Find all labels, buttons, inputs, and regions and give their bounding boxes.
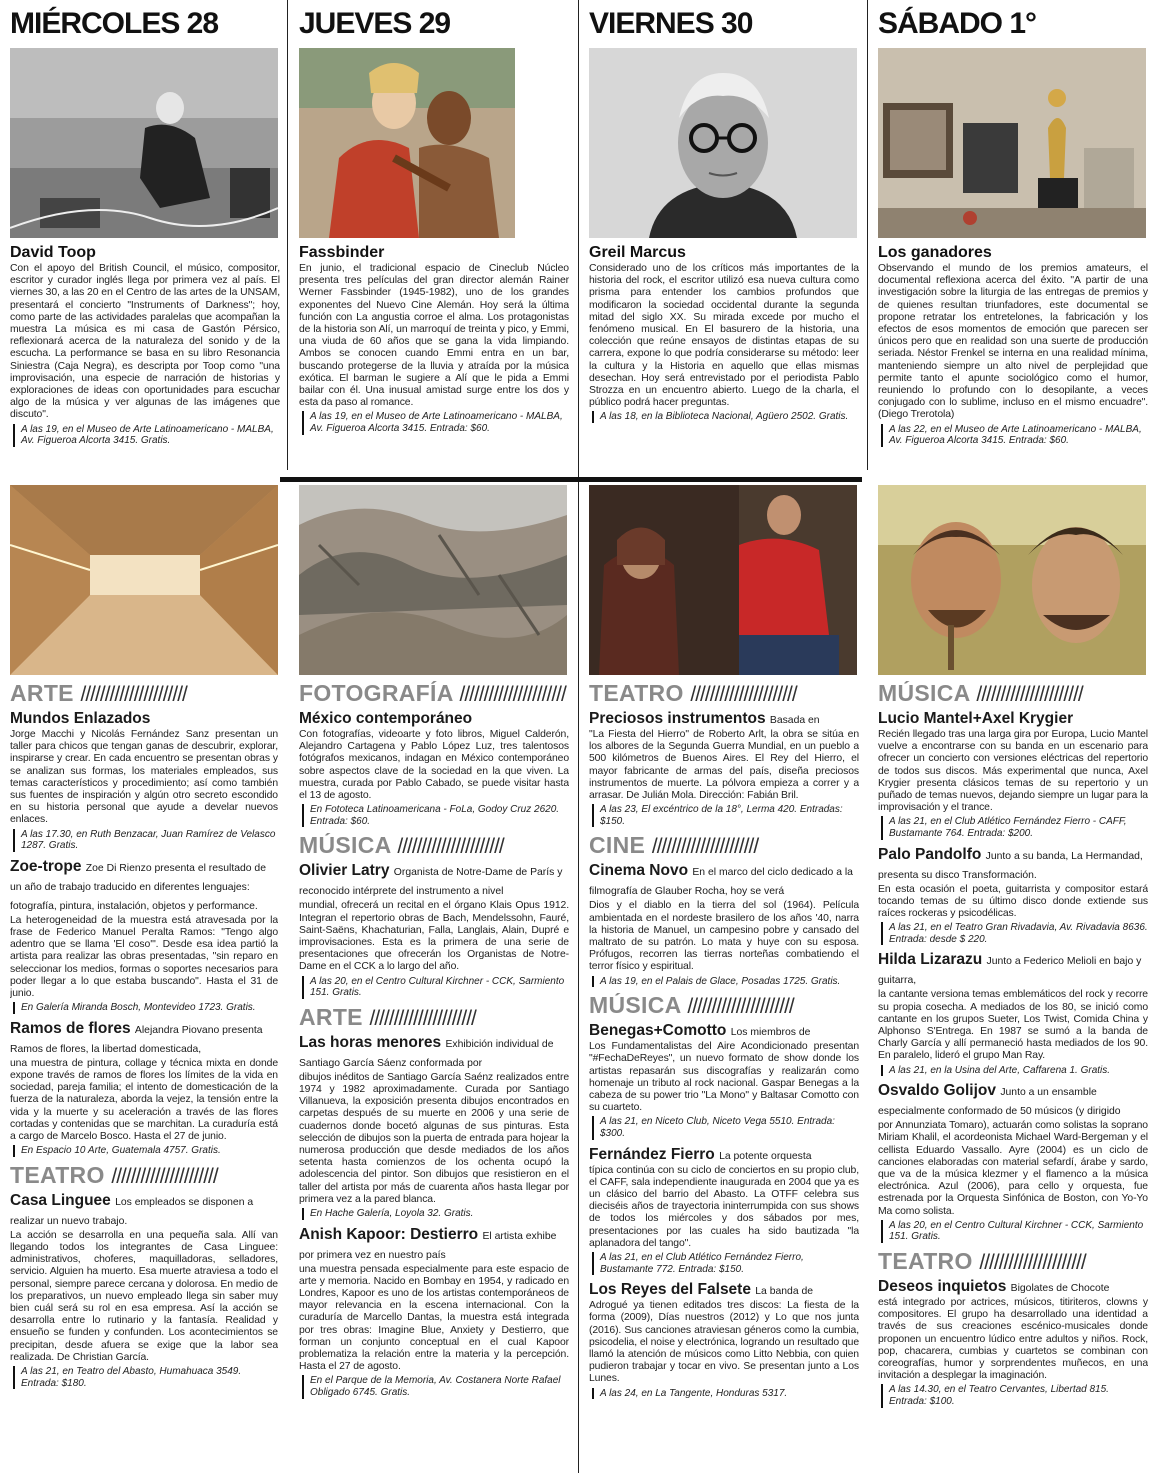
section-label: MÚSICA [589,993,681,1019]
section-heading [589,993,859,1019]
photo-preciosos-instrumentos [589,485,857,675]
event-info: A las 24, en La Tangente, Honduras 5317. [592,1388,859,1400]
event-name: Zoe-trope [10,857,82,875]
feature-info: A las 19, en el Museo de Arte Latinoamericano - MALBA, Av. Figueroa Alcorta 3415. Entrada: $60. [302,411,569,434]
event-info: A las 21, en Teatro del Abasto, Humahuaca 3549. Entrada: $180. [13,1366,278,1389]
event-info: A las 21, en Niceto Club, Niceto Vega 5510. Entrada: $300. [592,1116,859,1139]
event-lead: La banda de [755,1286,814,1298]
event-lead: Los miembros de [730,1027,811,1039]
event-item [878,1278,1148,1408]
event-title [878,1278,1148,1297]
section-label: TEATRO [10,1162,105,1188]
event-text: Los Fundamentalistas del Aire Acondicionado presentan "#FechaDeReyes", un nuevo formato de show donde los artistas repasarán sus discografías y realizarán como homenaje un tributo al rock nacional. Gaspar Benegas a la cabeza de su power trio "La Mono" y Baltasar Comotto con su cuarteto. [589,1041,859,1114]
feature-text: Considerado uno de los críticos más importantes de la historia del rock, el escritor utilizó esa nueva cultura como prisma para entender los cambios profundos que modificaron la sociedad occidental durante la segunda mitad del siglo XX. Su mirada excede por mucho el fenómeno musical. En El basurero de la historia, una colección que reúne ensayos de distintas etapas de su carrera, expone lo que podría considerarse su método: leer la cultura y la Historia en aquello que ellas mismas desechan. Hoy será entrevistado por el periodista Pablo Strozza en un encuentro abierto. Luego de la charla, el público podrá hacer preguntas. [589,263,859,409]
section-slashes: ////////////////////// [397,835,504,859]
feature-title: Fassbinder [299,244,385,261]
event-name: Olivier Latry [299,862,390,880]
event-item [878,710,1148,840]
event-title [10,858,278,915]
section-slashes: ////////////////////// [651,835,759,859]
section-heading [589,833,859,859]
event-info: A las 19, en el Palais de Glace, Posadas 1725. Gratis. [592,976,859,988]
event-name: Las horas menores [299,1033,442,1051]
section-heading [589,681,859,707]
event-name: Benegas+Comotto [589,1022,727,1040]
event-info: En Hache Galería, Loyola 32. Gratis. [302,1208,569,1220]
event-text: La acción se desarrolla en una pequeña sala. Allí van llegando todos los integrantes de Casa Linguee: administrativos, choferes, maquilladoras, selladores, servicio. Alguien ha muerto. Esa muerte atraviesa a todo el personal, siempre parece cercana y dolorosa. En medio de los preparativos, un nuevo empleado llega sin saber muy bien cuál será su rol en esa empresa. Así la acción se desarrolla entre lo rutinario y la fantasía. Realidad y ensueño se funden y confunden. Los acontecimientos se precipitan, desde afuera se exige que la labor sea realizada. De Christian García. [10,1229,278,1363]
event-name: México contemporáneo [299,710,473,727]
section-slashes: ////////////////////// [369,1006,476,1030]
event-lead: El artista exhibe por primera vez en nuestro país [299,1230,557,1261]
agenda-section [299,681,569,827]
event-title [878,951,1148,989]
day-heading: JUEVES 29 [299,7,451,40]
event-info: A las 21, en la Usina del Arte, Caffarena 1. Gratis. [881,1065,1148,1077]
section-slashes: ////////////////////// [690,683,797,706]
agenda-section [299,833,569,998]
section-slashes: ////////////////////// [459,683,566,706]
event-name: Lucio Mantel+Axel Krygier [878,710,1074,727]
event-info: A las 14.30, en el Teatro Cervantes, Libertad 815. Entrada: $100. [881,1384,1148,1407]
agenda-section [589,993,859,1399]
column-divider-1 [287,0,288,470]
event-title [589,1146,859,1165]
feature-title: Los ganadores [878,244,992,261]
agenda-column-1 [10,485,278,1470]
photo-los-ganadores [878,48,1146,238]
event-lead: Los empleados se disponen a realizar un nuevo trabajo. [10,1196,254,1227]
day-column-1 [10,6,280,471]
event-name: Ramos de flores [10,1019,131,1037]
section-label: MÚSICA [299,833,391,859]
event-title [10,1020,278,1058]
day-column-3 [589,6,859,471]
event-title [878,710,1148,729]
column-divider-2 [578,0,579,1473]
event-title [299,1226,569,1264]
event-lead: En el marco del ciclo dedicado a la filmografía de Glauber Rocha, hoy se verá [589,867,853,898]
event-title [10,710,278,729]
feature-info: A las 18, en la Biblioteca Nacional, Agüero 2502. Gratis. [592,411,859,423]
section-heading [10,681,278,707]
event-lead: Zoe Di Rienzo presenta el resultado de un año de trabajo traducido en diferentes lenguajes: fotografía, pintura, instalación, objetos y performance. [10,862,266,912]
event-lead: Alejandra Piovano presenta Ramos de flores, la libertad domesticada, [10,1024,263,1055]
event-text: está integrado por actrices, músicos, titiriteros, clowns y compositores. El grupo ha desarrollado una identidad a través de sus creaciones escénico-musicales donde proponen un encuentro lúdico entre adultos y niños. Rock, pop, chacarera, cumbias y cuartetos se combinan con coreografías, humor y sorprendentes muñecos, en una invitación a desplegar la imaginación. [878,1297,1148,1382]
agenda-section [10,681,278,1157]
event-title [299,710,569,729]
event-item [10,858,278,1014]
event-item [589,1281,859,1399]
section-label: MÚSICA [878,681,970,706]
section-slashes: ////////////////////// [976,683,1083,706]
event-item [589,862,859,987]
section-label: FOTOGRAFÍA [299,681,453,706]
event-text: la cantante versiona temas emblemáticos del rock y recorre su propia cosecha. A mediados de los 80, se inició como cantante en los grupos Sueter, Los Twist, Comida China y Alphonso S'Entrega. En 1987 se sumó a la banda de Charly García y allí permaneció hasta mediados de los 90. En paralelo, lideró el grupo Man Ray. [878,989,1148,1062]
feature-info: A las 19, en el Museo de Arte Latinoamericano - MALBA, Av. Figueroa Alcorta 3415. Gratis. [13,424,280,447]
event-text: "La Fiesta del Hierro" de Roberto Arlt, la obra se sitúa en los albores de la Segunda Guerra Mundial, en un pueblo a 500 kilómetros de Buenos Aires. El Rey del Hierro, el mayor fabricante de armas del país, diseña preciosos instrumentos de muerte. La pólvora empieza a correr y a arrasar. De Julián Mola. Dirección: Fabián Bril. [589,729,859,802]
event-title [589,862,859,900]
section-heading [878,681,1148,707]
event-text: dibujos inéditos de Santiago García Saénz realizados entre 1974 y 1982 aproximadamente. Curada por Santiago Villanueva, la exposición presenta dibujos encontrados en carpetas después de su muerte en 2006 y una serie de cuadernos donde bocetó algunas de sus pinturas. Esta selección de dibujos son la puerta de entrada para hojear la numerosa producción que desde mediados de los años setenta hasta comienzos de los ochenta ocupó la adolescencia del pintor. Son dibujos que resistieron en el taller del artista por más de cuarenta años hasta llegar por primera vez a la pared blanca. [299,1071,569,1205]
section-heading [299,681,569,707]
event-text: Dios y el diablo en la tierra del sol (1964). Película ambientada en el nordeste brasilero de los años '40, narra la historia de Manuel, un campesino pobre y cansado del maltrato de su patrón. Lo mata y huye con su esposa. Prófugos, recorren las tierras norteñas combatiendo el terror físico y espiritual. [589,900,859,973]
event-lead: Organista de Notre-Dame de París y reconocido intérprete del instrumento a nivel [299,867,563,898]
event-text: En esta ocasión el poeta, guitarrista y compositor estará tocando temas de su último disco donde extiende sus raíces rockeras y psicodélicas. [878,883,1148,920]
agenda-section [878,1249,1148,1408]
section-label: TEATRO [589,681,684,706]
event-info: A las 20, en el Centro Cultural Kirchner - CCK, Sarmiento 151. Gratis. [881,1220,1148,1243]
event-item [299,1034,569,1220]
section-label: ARTE [299,1004,363,1030]
event-info: A las 21, en el Club Atlético Fernández Fierro - CAFF, Bustamante 764. Entrada: $200. [881,816,1148,839]
agenda-column-3 [589,485,859,1470]
event-info: A las 21, en el Club Atlético Fernández Fierro, Bustamante 772. Entrada: $150. [592,1252,859,1275]
event-text: Adrogué ya tienen editados tres discos: La fiesta de la forma (2009), Días nuestros (2012) y Lo que nos junta (2016). Sus canciones atraviesan géneros como la cumbia, psicodelia, el noise y electrónica, logrando un resultado que llamó la atención de músicos como Litto Nebbia, con quien pudieron trabajar y tocar en vivo. Se presentan junto a Los Lunes. [589,1300,859,1385]
event-text: Recién llegado tras una larga gira por Europa, Lucio Mantel vuelve a encontrarse con su banda en un escenario para ofrecer un concierto con versiones eléctricas del repertorio de todos sus discos. Más experimental que nunca, Axel Krygier presenta clásicos temas de su repertorio y un puñado de temas nuevos, dejando siempre un lugar para la improvisación y el trance. [878,729,1148,814]
event-lead: La potente orquesta [719,1150,812,1162]
feature-title: Greil Marcus [589,244,686,261]
feature-text: Observando el mundo de los premios amateurs, el documental reflexiona acerca del éxito. "A partir de una investigación sobre la liturgia de las entregas de premios y de quienes resultan triunfadores, este documental se propone retratar los entretelones, la fabricación y los efectos de esos momentos de emoción que parecen ser únicos pero que en realidad son una suerte de producción seriada. Néstor Frenkel se interna en una realidad mínima, manteniendo siempre un alto nivel de perplejidad que permite tanto el apunte sociológico como el humor, reuniendo lo profundo con lo desopilante, a veces conjugado con lo sublime, incluso en el mismo encuadre". (Diego Trerotola) [878,263,1148,421]
agenda-column-content [878,681,1148,1408]
event-info: En Espacio 10 Arte, Guatemala 4757. Gratis. [13,1145,278,1157]
event-name: Mundos Enlazados [10,710,151,727]
agenda-section [589,681,859,827]
agenda-column-content [299,681,569,1399]
event-lead: Basada en [769,715,820,726]
event-lead: Exhibición individual de Santiago García Sáenz conformada por [299,1038,554,1069]
event-item [10,1020,278,1157]
agenda-column-content [589,681,859,1399]
event-name: Casa Linguee [10,1191,111,1209]
event-name: Preciosos instrumentos [589,710,766,727]
day-heading: MIÉRCOLES 28 [10,7,219,40]
event-title [589,710,859,729]
event-lead: Junto a un ensamble especialmente conformado de 50 músicos (y dirigido [878,1087,1121,1118]
event-item [10,1192,278,1389]
event-info: A las 21, en el Teatro Gran Rivadavia, Av. Rivadavia 8636. Entrada: desde $ 220. [881,922,1148,945]
photo-greil-marcus [589,48,857,238]
day-column-2 [299,6,569,471]
section-heading [878,1249,1148,1275]
photo-david-toop [10,48,278,238]
event-item [589,1022,859,1139]
feature-text: En junio, el tradicional espacio de Cineclub Núcleo presenta tres películas del gran director alemán Rainer Werner Fassbinder (1945-1982), uno de los grandes exponentes del Nuevo Cine Alemán. Hoy será la última función con La angustia corroe el alma. Los protagonistas de la historia son Alí, un marroquí de treinta y pico, y Emmi, una viuda de 60 años que se gana la vida limpiando. Ambos se conocen cuando Emmi entra en un bar, buscando protegerse de la lluvia y atraída por la música exótica. El barman le sugiere a Alí que le pida a Emmi bailar con él. Una inusual amistad surge entre los dos y esta da paso al romance. [299,263,569,409]
event-name: Anish Kapoor: Destierro [299,1225,479,1243]
photo-mantel-krygier [878,485,1146,675]
feature-title: David Toop [10,244,96,261]
event-title [878,846,1148,884]
event-info: En Fototeca Latinoamericana - FoLa, Godoy Cruz 2620. Entrada: $60. [302,804,569,827]
event-item [10,710,278,852]
event-name: Osvaldo Golijov [878,1082,996,1100]
section-divider [280,477,862,482]
event-item [589,710,859,827]
section-slashes: ////////////////////// [979,1251,1086,1275]
agenda-section [878,681,1148,1243]
event-title [299,1034,569,1072]
photo-mundos-enlazados [10,485,278,675]
photo-mexico-contemporaneo [299,485,567,675]
section-label: CINE [589,833,646,859]
event-item [299,862,569,998]
event-name: Los Reyes del Falsete [589,1281,751,1299]
event-text: Jorge Macchi y Nicolás Fernández Sanz presentan un taller para chicos que tengan ganas de descubrir, explorar, inspirarse y crear. En cada encuentro se presentan obras y se analizan sus formas, los materiales empleados, sus temas característicos y procedimiento; así como también sus fuentes de inspiración y algún otro secreto escondido en su historia personal que ayude a develar nuevos enlaces. [10,729,278,826]
column-divider-3 [867,0,868,470]
event-title [10,1192,278,1230]
event-text: por Annunziata Tomaro), actuarán como solistas la soprano Miriam Khalil, el acordeonista Michael Ward-Bergeman y el cellista Eduardo Vassallo. Ayre (2004) es un ciclo de canciones elaboradas con material sefardí, árabe y sardo, que va de la música klezmer y el flamenco a la música electrónica. Azul (2006), para cello y orquesta, fue estrenada por la Orquesta Sinfónica de Boston, con Yo-Yo Ma como solista. [878,1120,1148,1217]
section-slashes: ////////////////////// [111,1164,218,1188]
event-title [299,862,569,900]
feature-info: A las 22, en el Museo de Arte Latinoamericano - MALBA, Av. Figueroa Alcorta 3415. Entrada: $60. [881,424,1148,447]
agenda-column-2 [299,485,569,1470]
event-item [299,710,569,827]
agenda-column-4 [878,485,1148,1470]
event-item [878,951,1148,1076]
event-info: En el Parque de la Memoria, Av. Costanera Norte Rafael Obligado 6745. Gratis. [302,1375,569,1398]
event-text: típica continúa con su ciclo de conciertos en su propio club, el CAFF, sala independiente inaugurada en 2004 que ya es un clásico del barrio del Abasto. La OTFF celebra sus dieciséis años de trayectoria ininterrumpida con sus shows de todos los miércoles y dos sábados por mes, presentaciones por las cuales ha sido bautizada "la aplanadora del tango". [589,1164,859,1249]
event-lead: Junto a su banda, La Hermandad, presenta su disco Transformación. [878,850,1143,881]
photo-fassbinder [299,48,515,238]
agenda-section [589,833,859,987]
event-text: Con fotografías, videoarte y foto libros, Miguel Calderón, Alejandro Cartagena y Pablo López Luz, tres talentosos fotógrafos mexicanos, indagan en México contemporáneo sobre aspectos clave de la sociedad en la que viven. La muestra, curada por Pablo Cabado, se puede visitar hasta el 13 de agosto. [299,729,569,802]
event-name: Deseos inquietos [878,1278,1007,1296]
event-lead: Bigolates de Chocote [1010,1283,1110,1295]
section-label: TEATRO [878,1249,973,1275]
day-heading: VIERNES 30 [589,7,753,40]
day-column-4 [878,6,1148,471]
agenda-column-content [10,681,278,1389]
agenda-section [10,1163,278,1389]
section-slashes: ////////////////////// [80,683,187,706]
feature-text: Con el apoyo del British Council, el músico, compositor, escritor y curador inglés llega por primera vez al país. El viernes 30, a las 20 en el Centro de las artes de la UNSAM, presentará el concierto "Instruments of Darkness"; hoy, como parte de las actividades paralelas que acompañan la muestra La música es mi casa de Gastón Pérsico, reflexionará acerca de la naturaleza del sonido y de la escucha. La performance se basa en su libro Resonancia Siniestra (Caja Negra), es descripta por Toop como "una improvisación, una especie de narración de historias y exploraciones de ideas con oportunidades para escuchar algo de la música y ver algunas de las imágenes que discuto". [10,263,280,421]
event-name: Palo Pandolfo [878,845,982,863]
event-title [589,1281,859,1300]
section-heading [299,1005,569,1031]
event-name: Cinema Novo [589,862,689,880]
event-title [878,1082,1148,1120]
day-heading: SÁBADO 1° [878,7,1037,40]
section-heading [10,1163,278,1189]
event-text: La heterogeneidad de la muestra está atravesada por la frase de Federico Manuel Peralta Ramos: "Tengo algo adentro que se llama 'El coso'". Desde esa idea partió la artista para realizar las obras presentadas, "sin reparo en seleccionar los medios, formas o soportes necesarios para poder llegar a lo que estaba buscando". Hasta el 31 de junio. [10,914,278,1000]
event-item [589,1146,859,1276]
event-title [589,1022,859,1041]
event-lead: Junto a Federico Melioli en bajo y guitarra, [878,956,1142,987]
event-name: Hilda Lizarazu [878,951,983,969]
section-heading [299,833,569,859]
event-text: una muestra pensada especialmente para este espacio de arte y memoria. Nacido en Bombay en 1954, y radicado en Londres, Kapoor es uno de los artistas contemporáneos de mayor relevancia en la escena internacional. Con la curaduría de Marcello Dantas, la muestra está integrada por tres obras: Imagine Blue, Anxiety y Destierro, que forman un conjunto conceptual en el cual Kapoor problematiza la relación entre la materia y la percepción. Hasta el 27 de agosto. [299,1263,569,1373]
event-info: En Galería Miranda Bosch, Montevideo 1723. Gratis. [13,1002,278,1014]
event-name: Fernández Fierro [589,1145,715,1163]
event-text: mundial, ofrecerá un recital en el órgano Klais Opus 1912. Integran el repertorio obras de Bach, Mendelssohn, Fauré, Saint-Saëns, Khachaturian, Falla, Langlais, Alain, Dupré e improvisaciones. Esta es la primera de una serie de presentaciones que ofrecerán los Organistas de Notre-Dame en el CCK a lo largo del año. [299,900,569,973]
event-info: A las 17.30, en Ruth Benzacar, Juan Ramírez de Velasco 1287. Gratis. [13,829,278,852]
event-item [878,1082,1148,1243]
event-info: A las 20, en el Centro Cultural Kirchner - CCK, Sarmiento 151. Gratis. [302,976,569,999]
event-item [878,846,1148,946]
event-text: una muestra de pintura, collage y técnica mixta en donde expone través de ramos de flores los límites de la vida en sociedad, pareja familia; el intento de domesticación de la fuerza de la naturaleza, aborda la vejez, la tensión entre la vida y la muerte y su aceleración a través de las flores cortadas y contenidas que se marchitan. La curaduría está a cargo de Marcelo Bosco. Hasta el 27 de junio. [10,1057,278,1143]
section-label: ARTE [10,681,74,706]
agenda-section [299,1005,569,1399]
event-info: A las 23, El excéntrico de la 18°, Lerma 420. Entradas: $150. [592,804,859,827]
event-item [299,1226,569,1399]
section-slashes: ////////////////////// [687,995,794,1019]
